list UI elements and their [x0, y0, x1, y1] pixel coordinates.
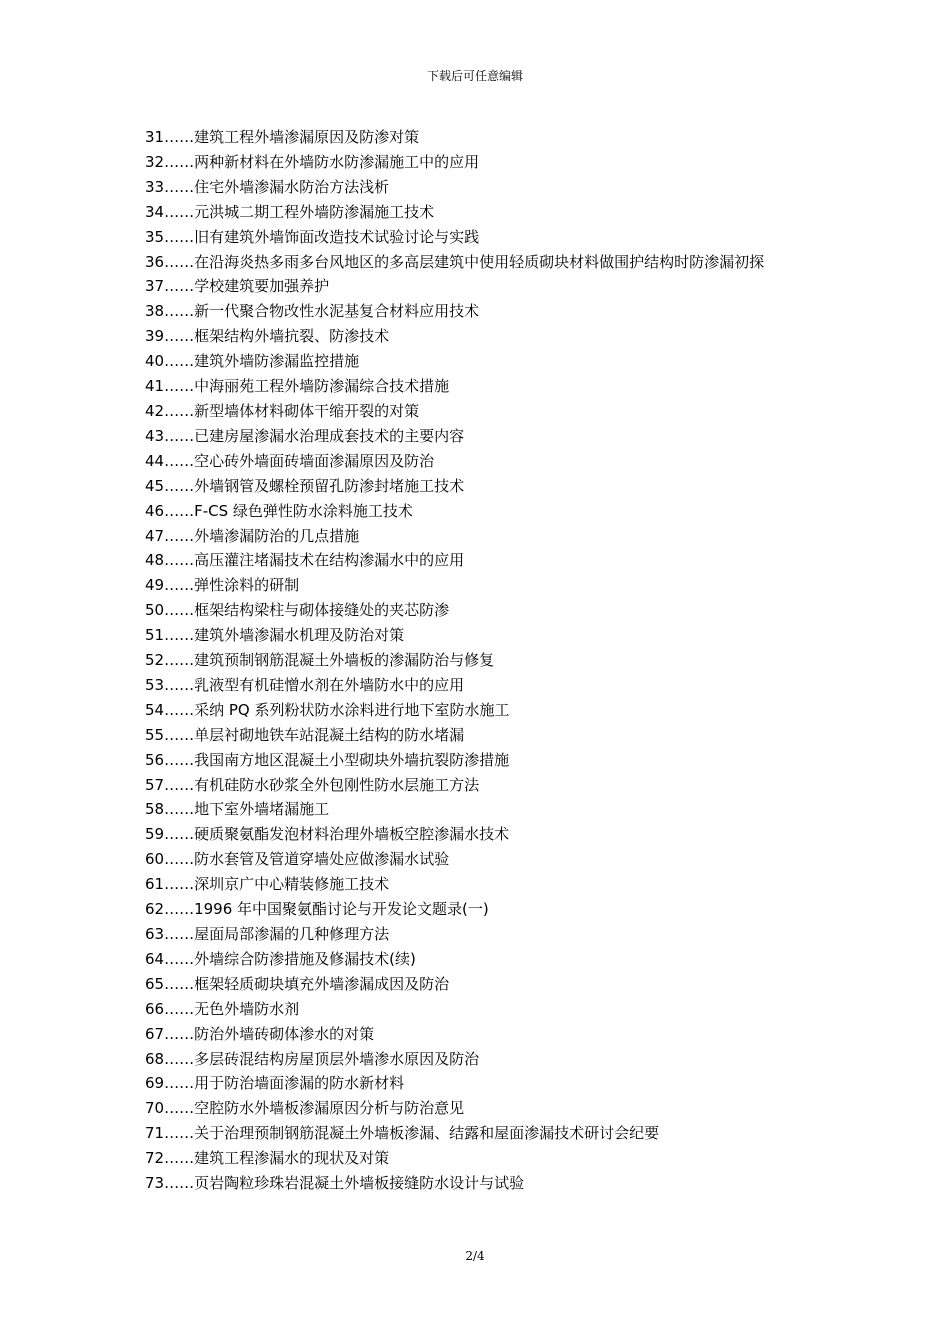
- toc-entry-number: 50: [145, 601, 165, 620]
- toc-entry: [145, 623, 815, 648]
- toc-entry-number: 51: [145, 626, 165, 645]
- toc-entry-leader: ……: [164, 1024, 195, 1043]
- toc-entry-leader: ……: [164, 327, 195, 346]
- toc-entry-title: 页岩陶粒珍珠岩混凝土外墙板接缝防水设计与试验: [194, 1174, 525, 1193]
- toc-entry-leader: ……: [164, 700, 195, 719]
- toc-entry: [145, 274, 815, 299]
- toc-entry: [145, 548, 815, 573]
- toc-entry-title: 高压灌注堵漏技术在结构渗漏水中的应用: [194, 551, 465, 570]
- toc-entry-number: 38: [145, 302, 165, 321]
- page-number: 2/4: [465, 1249, 485, 1263]
- toc-entry-title: 框架轻质砌块填充外墙渗漏成因及防治: [194, 974, 450, 993]
- toc-entry: [145, 374, 815, 399]
- toc-entry-number: 59: [145, 825, 165, 844]
- toc-entry-title: 新型墙体材料砌体干缩开裂的对策: [194, 401, 420, 420]
- toc-entry-title: 建筑预制钢筋混凝土外墙板的渗漏防治与修复: [194, 651, 495, 670]
- toc-entry-title: 两种新材料在外墙防水防渗漏施工中的应用: [194, 152, 480, 171]
- toc-entry-title: 建筑外墙防渗漏监控措施: [194, 352, 360, 371]
- toc-entry-title: 我国南方地区混凝土小型砌块外墙抗裂防渗措施: [194, 750, 510, 769]
- toc-entry: [145, 673, 815, 698]
- toc-entry: [145, 947, 815, 972]
- toc-entry-title: 弹性涂料的研制: [194, 576, 300, 595]
- toc-entry: [145, 1171, 815, 1196]
- toc-entry: [145, 972, 815, 997]
- toc-entry-number: 32: [145, 152, 165, 171]
- toc-entry: [145, 897, 815, 922]
- toc-entry-number: 47: [145, 526, 165, 545]
- toc-entry-number: 52: [145, 651, 165, 670]
- toc-entry-leader: ……: [164, 1124, 195, 1143]
- toc-entry-leader: ……: [164, 750, 195, 769]
- toc-entry: [145, 499, 815, 524]
- toc-entry-number: 61: [145, 875, 165, 894]
- toc-entry: [145, 1096, 815, 1121]
- toc-entry: [145, 250, 815, 275]
- toc-entry-title: 外墙渗漏防治的几点措施: [194, 526, 360, 545]
- toc-entry-leader: ……: [164, 800, 195, 819]
- toc-entry: [145, 773, 815, 798]
- toc-entry-title: 1996 年中国聚氨酯讨论与开发论文题录(一): [194, 900, 489, 919]
- toc-entry-title: 旧有建筑外墙饰面改造技术试验讨论与实践: [194, 227, 480, 246]
- toc-entry: [145, 524, 815, 549]
- toc-entry-title: 外墙钢管及螺栓预留孔防渗封堵施工技术: [194, 476, 465, 495]
- toc-entry: [145, 723, 815, 748]
- toc-entry-leader: ……: [164, 526, 195, 545]
- toc-entry-title: 中海丽苑工程外墙防渗漏综合技术措施: [194, 377, 450, 396]
- toc-entry: [145, 424, 815, 449]
- toc-entry-title: 元洪城二期工程外墙防渗漏施工技术: [194, 202, 435, 221]
- toc-entry: [145, 1047, 815, 1072]
- toc-entry-number: 35: [145, 227, 165, 246]
- toc-entry-title: 空心砖外墙面砖墙面渗漏原因及防治: [194, 451, 435, 470]
- toc-entry-leader: ……: [164, 775, 195, 794]
- toc-entry-number: 37: [145, 277, 165, 296]
- toc-entry-title: 用于防治墙面渗漏的防水新材料: [194, 1074, 405, 1093]
- toc-entry: [145, 200, 815, 225]
- toc-entry-leader: ……: [164, 227, 195, 246]
- toc-entry: [145, 1146, 815, 1171]
- toc-entry-number: 63: [145, 925, 165, 943]
- toc-entry-title: 已建房屋渗漏水治理成套技术的主要内容: [194, 426, 465, 445]
- toc-entry-number: 57: [145, 775, 165, 794]
- toc-entry: [145, 175, 815, 200]
- toc-entry-title: 新一代聚合物改性水泥基复合材料应用技术: [194, 302, 480, 321]
- toc-entry: [145, 797, 815, 822]
- toc-entry-number: 34: [145, 202, 165, 221]
- toc-entry-number: 41: [145, 377, 165, 396]
- toc-entry-leader: ……: [164, 925, 195, 943]
- toc-entry-number: 43: [145, 426, 165, 445]
- toc-entry-title: 关于治理预制钢筋混凝土外墙板渗漏、结露和屋面渗漏技术研讨会纪要: [194, 1124, 660, 1143]
- toc-entry-number: 49: [145, 576, 165, 595]
- toc-entry: [145, 324, 815, 349]
- toc-entry-leader: ……: [164, 825, 195, 844]
- toc-entry-number: 53: [145, 675, 165, 694]
- toc-entry-leader: ……: [164, 1074, 195, 1093]
- toc-entry-leader: ……: [164, 675, 195, 694]
- toc-entry-leader: ……: [164, 1099, 195, 1118]
- toc-entry: [145, 150, 815, 175]
- toc-entry: [145, 125, 815, 150]
- toc-entry-title: 单层衬砌地铁车站混凝土结构的防水堵漏: [194, 725, 465, 744]
- toc-entry-number: 36: [145, 252, 165, 271]
- toc-entry: [145, 1022, 815, 1047]
- toc-entry-title: 有机硅防水砂浆全外包刚性防水层施工方法: [194, 775, 480, 794]
- toc-entry-leader: ……: [164, 601, 195, 620]
- toc-entry-leader: ……: [164, 875, 195, 894]
- toc-entry-leader: ……: [164, 451, 195, 470]
- toc-entry-leader: ……: [164, 974, 195, 993]
- toc-entry-leader: ……: [164, 476, 195, 495]
- toc-entry: [145, 449, 815, 474]
- toc-entry-title: 无色外墙防水剂: [194, 999, 300, 1018]
- toc-entry-leader: ……: [164, 651, 195, 670]
- toc-entry-number: 48: [145, 551, 165, 570]
- toc-entry: [145, 474, 815, 499]
- table-of-contents: [145, 125, 815, 1196]
- toc-entry: [145, 598, 815, 623]
- toc-entry-leader: ……: [164, 1174, 195, 1193]
- toc-entry: [145, 872, 815, 897]
- toc-entry-leader: ……: [164, 202, 195, 221]
- toc-entry-title: 建筑工程外墙渗漏原因及防渗对策: [194, 128, 420, 146]
- toc-entry-title: 住宅外墙渗漏水防治方法浅析: [194, 177, 390, 196]
- toc-entry: [145, 648, 815, 673]
- toc-entry-leader: ……: [164, 377, 195, 396]
- toc-entry-leader: ……: [164, 302, 195, 321]
- toc-entry-number: 39: [145, 327, 165, 346]
- toc-entry-number: 69: [145, 1074, 165, 1093]
- toc-entry-title: 空腔防水外墙板渗漏原因分析与防治意见: [194, 1099, 465, 1118]
- toc-entry: [145, 399, 815, 424]
- toc-entry-number: 31: [145, 128, 165, 146]
- toc-entry: [145, 698, 815, 723]
- toc-entry-number: 64: [145, 949, 165, 968]
- toc-entry-number: 71: [145, 1124, 165, 1143]
- toc-entry-number: 66: [145, 999, 165, 1018]
- toc-entry-leader: ……: [164, 576, 195, 595]
- toc-entry-title: 深圳京广中心精装修施工技术: [194, 875, 390, 894]
- toc-entry-title: 屋面局部渗漏的几种修理方法: [194, 925, 390, 943]
- toc-entry: [145, 748, 815, 773]
- toc-entry-number: 72: [145, 1149, 165, 1168]
- toc-entry-number: 58: [145, 800, 165, 819]
- toc-entry-leader: ……: [164, 152, 195, 171]
- toc-entry: [145, 299, 815, 324]
- toc-entry-leader: ……: [164, 1149, 195, 1168]
- toc-entry-title: 建筑外墙渗漏水机理及防治对策: [194, 626, 405, 645]
- toc-entry: [145, 1121, 815, 1146]
- toc-entry-title: 框架结构梁柱与砌体接缝处的夹芯防渗: [194, 601, 450, 620]
- toc-entry-number: 46: [145, 501, 165, 520]
- toc-entry-number: 67: [145, 1024, 165, 1043]
- toc-entry-number: 73: [145, 1174, 165, 1193]
- toc-entry: [145, 225, 815, 250]
- toc-entry-leader: ……: [164, 949, 195, 968]
- toc-entry-number: 40: [145, 352, 165, 371]
- toc-entry-number: 60: [145, 850, 165, 869]
- toc-entry-number: 70: [145, 1099, 165, 1118]
- toc-entry: [145, 997, 815, 1022]
- toc-entry-title: 防治外墙砖砌体渗水的对策: [194, 1024, 375, 1043]
- toc-entry-leader: ……: [164, 128, 195, 146]
- toc-entry: [145, 847, 815, 872]
- toc-entry-title: 外墙综合防渗措施及修漏技术(续): [194, 949, 416, 968]
- toc-entry-number: 62: [145, 900, 165, 919]
- toc-entry-leader: ……: [164, 551, 195, 570]
- toc-entry-number: 56: [145, 750, 165, 769]
- toc-entry-title: 学校建筑要加强养护: [194, 277, 330, 296]
- toc-entry-leader: ……: [164, 426, 195, 445]
- toc-entry: [145, 822, 815, 847]
- toc-entry-title: 防水套管及管道穿墙处应做渗漏水试验: [194, 850, 450, 869]
- toc-entry-title: 在沿海炎热多雨多台风地区的多高层建筑中使用轻质砌块材料做围护结构时防渗漏初探: [194, 252, 765, 271]
- toc-entry: [145, 922, 815, 947]
- toc-entry-leader: ……: [164, 999, 195, 1018]
- toc-entry-title: 建筑工程渗漏水的现状及对策: [194, 1149, 390, 1168]
- toc-entry-leader: ……: [164, 252, 195, 271]
- toc-entry-leader: ……: [164, 1049, 195, 1068]
- toc-entry-title: 硬质聚氨酯发泡材料治理外墙板空腔渗漏水技术: [194, 825, 510, 844]
- toc-entry-title: 多层砖混结构房屋顶层外墙渗水原因及防治: [194, 1049, 480, 1068]
- toc-entry-title: 采纳 PQ 系列粉状防水涂料进行地下室防水施工: [194, 700, 510, 719]
- toc-entry-leader: ……: [164, 850, 195, 869]
- toc-entry-number: 68: [145, 1049, 165, 1068]
- toc-entry-number: 33: [145, 177, 165, 196]
- toc-entry-title: F-CS 绿色弹性防水涂料施工技术: [194, 501, 413, 520]
- toc-entry: [145, 1071, 815, 1096]
- toc-entry-title: 乳液型有机硅憎水剂在外墙防水中的应用: [194, 675, 465, 694]
- toc-entry-number: 45: [145, 476, 165, 495]
- toc-entry-leader: ……: [164, 900, 195, 919]
- toc-entry-leader: ……: [164, 177, 195, 196]
- toc-entry-number: 65: [145, 974, 165, 993]
- toc-entry-number: 54: [145, 700, 165, 719]
- toc-entry-number: 44: [145, 451, 165, 470]
- toc-entry-title: 地下室外墙堵漏施工: [194, 800, 330, 819]
- toc-entry: [145, 573, 815, 598]
- toc-entry-number: 42: [145, 401, 165, 420]
- toc-entry-leader: ……: [164, 277, 195, 296]
- toc-entry-title: 框架结构外墙抗裂、防渗技术: [194, 327, 390, 346]
- toc-entry-leader: ……: [164, 352, 195, 371]
- toc-entry: [145, 349, 815, 374]
- toc-entry-leader: ……: [164, 501, 195, 520]
- toc-entry-number: 55: [145, 725, 165, 744]
- page-header: 下载后可任意编辑: [426, 69, 523, 83]
- toc-entry-leader: ……: [164, 401, 195, 420]
- toc-entry-leader: ……: [164, 626, 195, 645]
- toc-entry-leader: ……: [164, 725, 195, 744]
